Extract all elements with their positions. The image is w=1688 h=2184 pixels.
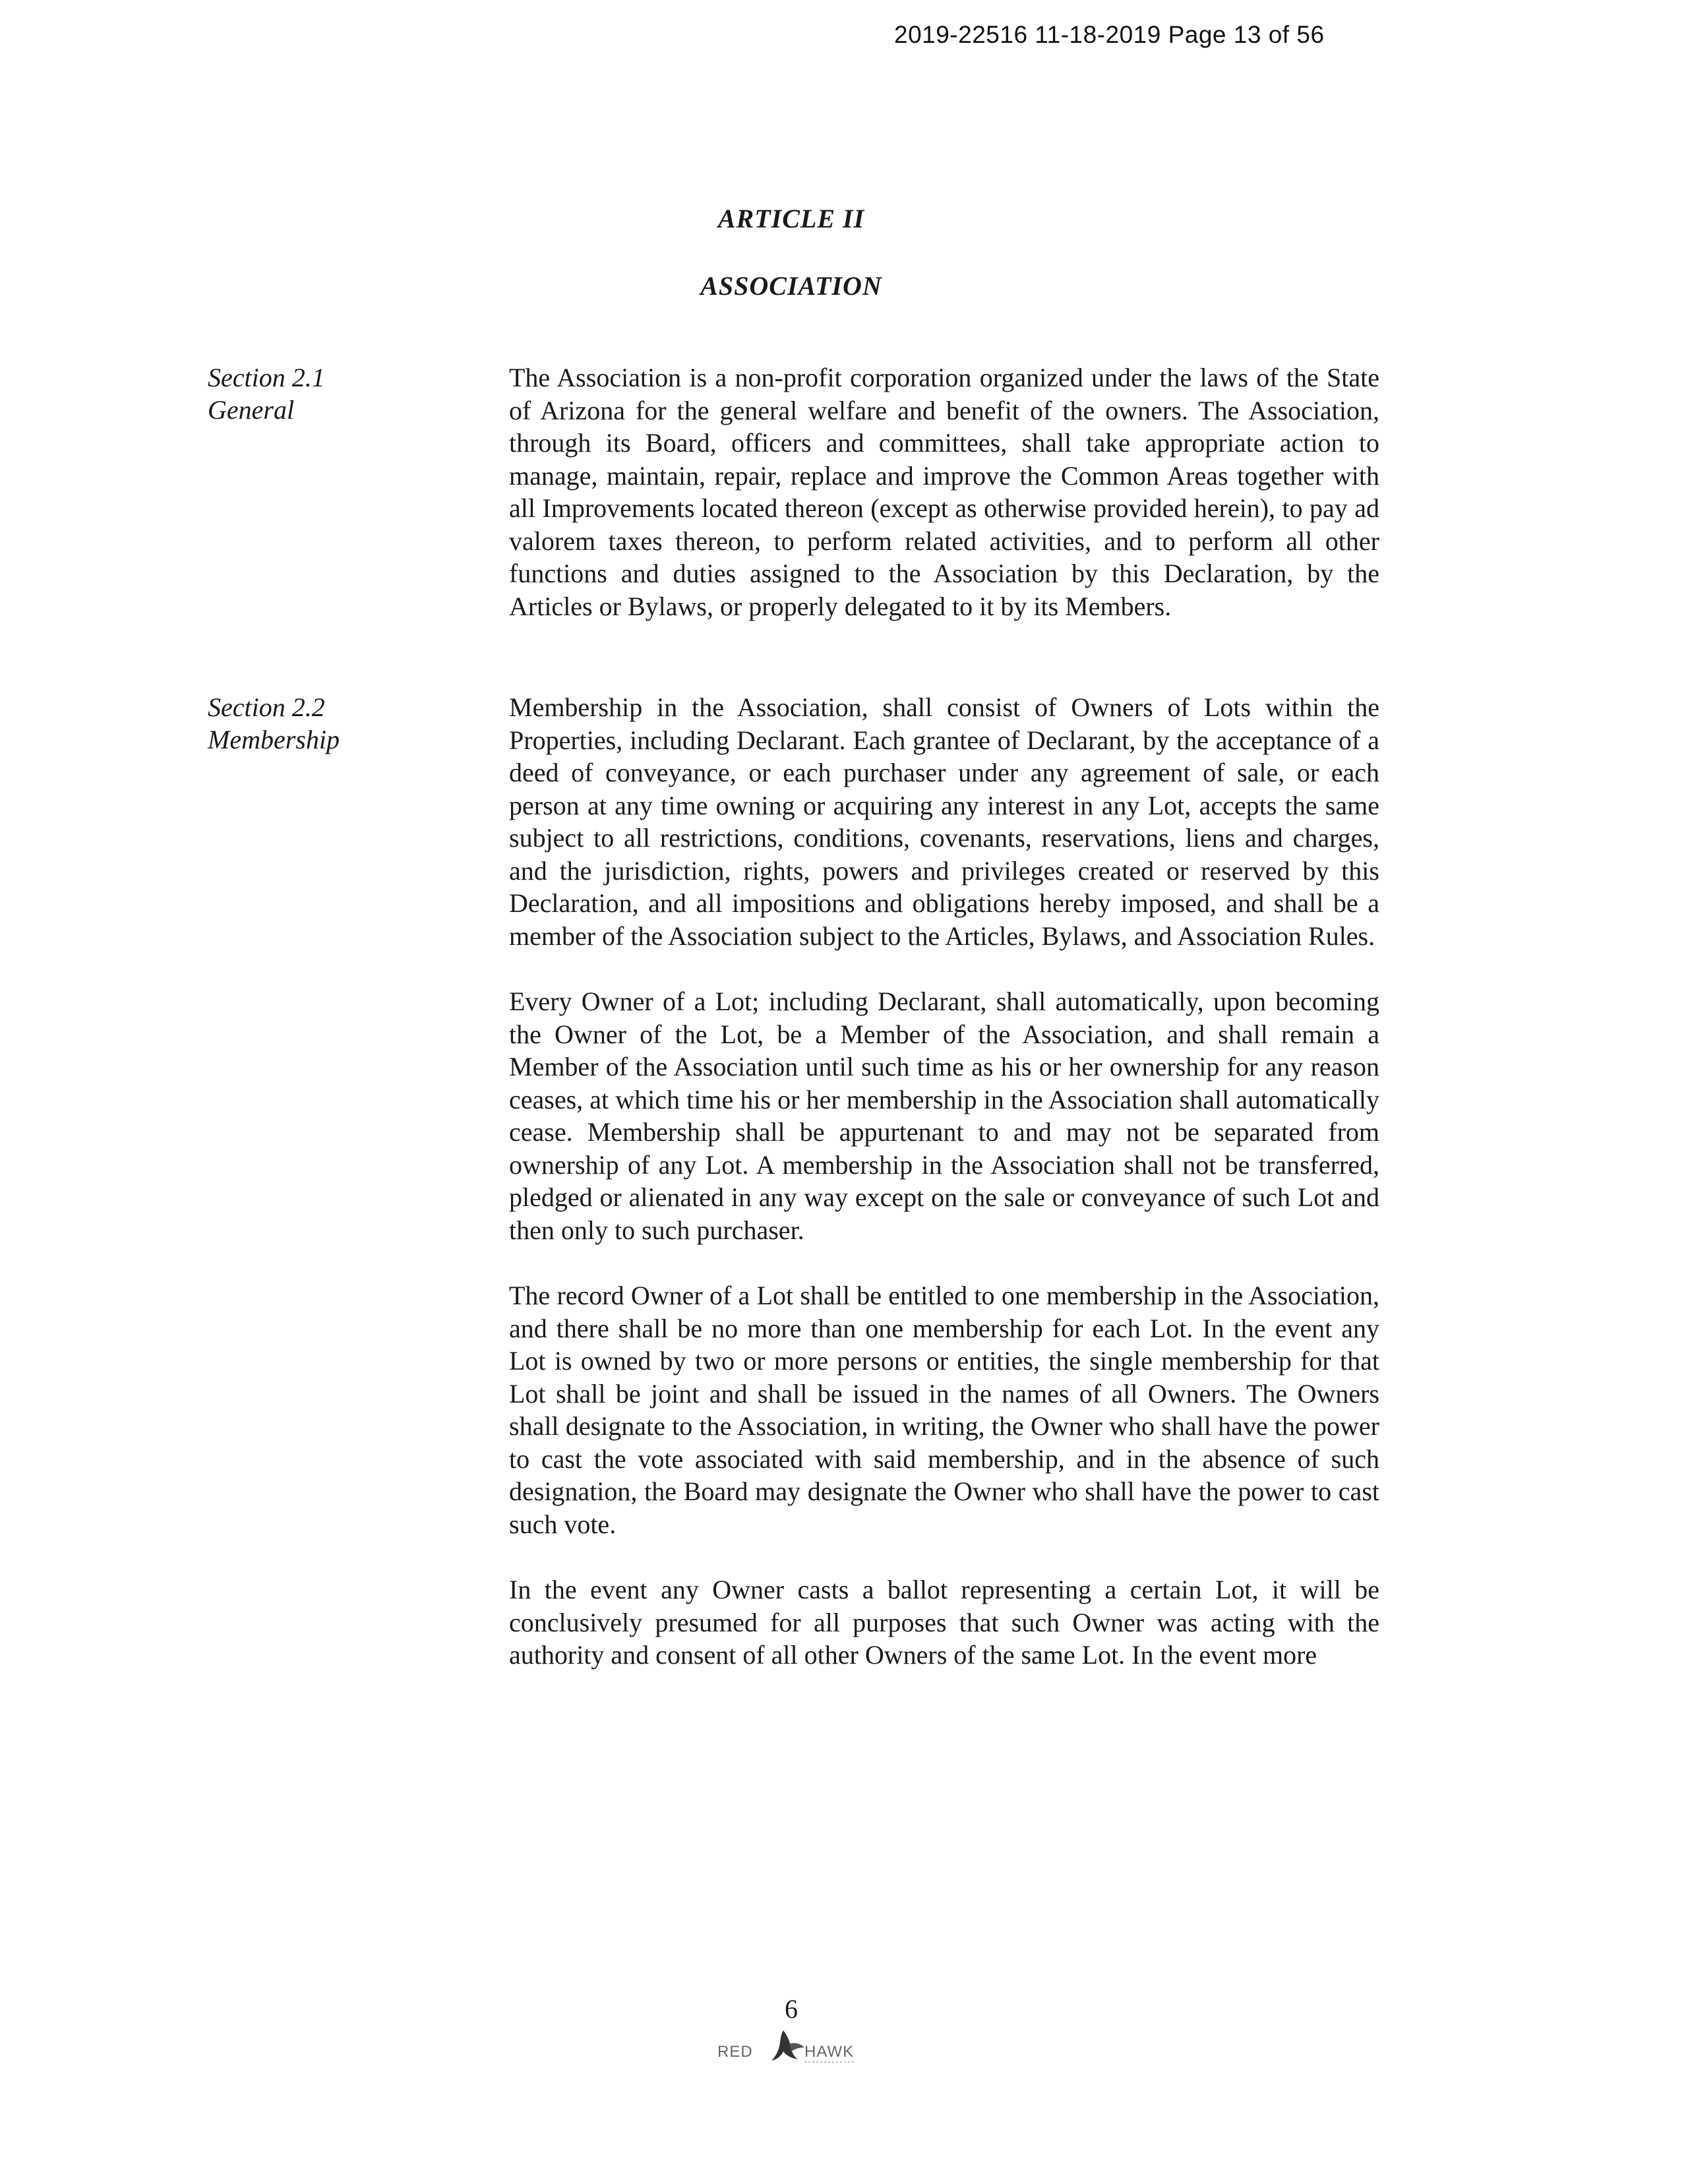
section-number: Section 2.2	[208, 692, 325, 722]
page-number: 6	[785, 1994, 798, 2024]
section-label	[208, 691, 485, 756]
paragraph: The record Owner of a Lot shall be entitled to one membership in the Association, and there shall be no more than one membership for each Lot. In the event any Lot is owned by two or more persons or entities, the single membership for that Lot shall be joint and shall be issued in the names of all Owners. The Owners shall designate to the Association, in writing, the Owner who shall have the power to cast the vote associated with said membership, and in the absence of such designation, the Board may designate the Owner who shall have the power to cast such vote.	[509, 1281, 1379, 1539]
logo-text-left: RED	[717, 2043, 753, 2061]
section-name: Membership	[208, 725, 340, 754]
article-number: ARTICLE II	[717, 204, 865, 233]
logo-text-right: HAWK	[804, 2043, 855, 2061]
section-body	[509, 691, 1379, 1672]
paragraph: In the event any Owner casts a ballot representing a certain Lot, it will be conclusively presumed for all purposes that such Owner was acting with the authority and consent of all other Owners of the same Lot. In the event more	[509, 1575, 1379, 1670]
paragraph: Membership in the Association, shall consist of Owners of Lots within the Properties, including Declarant. Each grantee of Declarant, by the acceptance of a deed of conveyance, or each purchaser under any agreement of sale, or each person at any time owning or acquiring any interest in any Lot, accepts the same subject to all restrictions, conditions, covenants, reservations, liens and charges, and the jurisdiction, rights, powers and privileges created or reserved by this Declaration, and all impositions and obligations hereby imposed, and shall be a member of the Association subject to the Articles, Bylaws, and Association Rules.	[509, 692, 1379, 951]
section-body	[509, 361, 1379, 622]
section-number: Section 2.1	[208, 363, 325, 392]
hawk-icon	[712, 2028, 870, 2067]
section-name: General	[208, 395, 295, 425]
page-footer	[712, 1995, 870, 2067]
redhawk-logo	[712, 2028, 870, 2067]
paragraph: Every Owner of a Lot; including Declarant, shall automatically, upon becoming the Owner of the Lot, be a Member of the Association, and shall remain a Member of the Association until such time as his or her ownership for any reason ceases, at which time his or her membership in the Association shall automatically cease. Membership shall be appurtenant to and may not be separated from ownership of any Lot. A membership in the Association shall not be transferred, pledged or alienated in any way except on the sale or conveyance of such Lot and then only to such purchaser.	[509, 986, 1379, 1245]
recording-stamp: 2019-22516 11-18-2019 Page 13 of 56	[894, 21, 1325, 48]
article-title: ASSOCIATION	[700, 271, 882, 301]
section-label	[208, 361, 485, 426]
paragraph: The Association is a non-profit corporation organized under the laws of the State of Arizona for the general welfare and benefit of the owners. The Association, through its Board, officers and committees, shall take appropriate action to manage, maintain, repair, replace and improve the Common Areas together with all Improvements located thereon (except as otherwise provided herein), to pay ad valorem taxes thereon, to perform related activities, and to perform all other functions and duties assigned to the Association by this Declaration, by the Articles or Bylaws, or properly delegated to it by its Members.	[509, 363, 1379, 621]
